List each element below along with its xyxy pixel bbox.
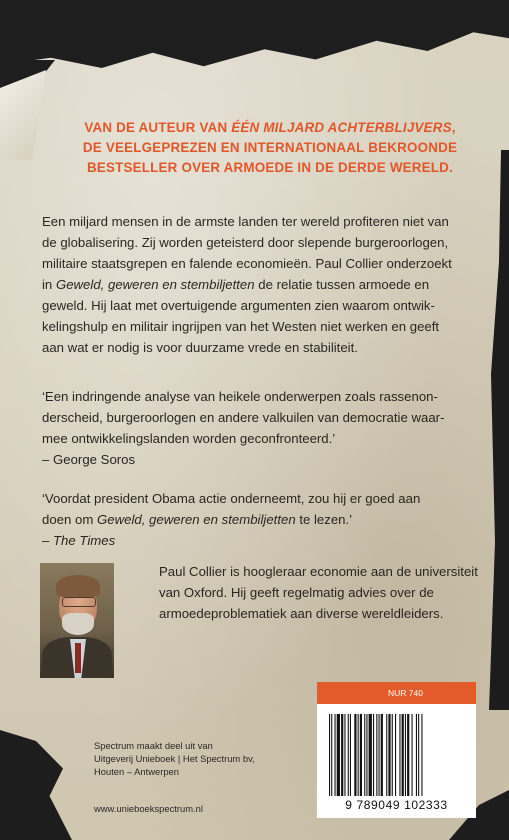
headline-line: DE VEELGEPREZEN EN INTERNATIONAAL BEKROONDE xyxy=(82,140,458,155)
barcode-bar xyxy=(395,714,396,796)
quote-attribution: – The Times xyxy=(42,533,116,548)
quote-times: ‘Voordat president Obama actie onderneemt, zou hij er goed aan doen om Geweld, geweren en stembiljetten te lezen.’ – The Times xyxy=(42,488,482,551)
barcode-bar xyxy=(392,714,393,796)
blurb-paragraph: Een miljard mensen in de armste landen ter wereld profiteren niet van de globalisering. Zij worden geteisterd door slepende burgeroorlogen, militaire staatsgrepen en falende economieën. Paul Collier onderzoekt in Geweld, geweren en stembiljetten de relatie tussen armoede en geweld. Hij laat met overtuigende argumenten zien waarom ontwik- kelingshulp en militair ingrijpen van het Westen niet werken en geeft aan wat er nodig is voor duurzame vrede en stabiliteit. xyxy=(42,214,452,355)
barcode-bar xyxy=(364,714,365,796)
barcode-bar xyxy=(381,714,383,796)
barcode-bar xyxy=(386,714,387,796)
barcode-bar xyxy=(369,714,372,796)
barcode-bar xyxy=(416,714,417,796)
barcode-bar xyxy=(402,714,404,796)
nur-label: NUR 740 xyxy=(317,682,476,704)
barcode-bar xyxy=(337,714,340,796)
barcode-bar xyxy=(329,714,330,796)
barcode-bar xyxy=(388,714,390,796)
book-title: Geweld, geweren en stembiljetten xyxy=(97,512,296,527)
barcode-bar xyxy=(358,714,359,796)
barcode-bar xyxy=(354,714,356,796)
barcode-bar xyxy=(331,714,332,796)
barcode-bar xyxy=(373,714,374,796)
barcode-bar xyxy=(405,714,406,796)
barcode-bar xyxy=(407,714,409,796)
barcode-bar xyxy=(341,714,343,796)
headline-line: VAN DE AUTEUR VAN ÉÉN MILJARD ACHTERBLIJVERS, xyxy=(84,120,456,135)
barcode-bar xyxy=(399,714,400,796)
barcode-bar xyxy=(360,714,362,796)
torn-dark-top-edge xyxy=(0,0,509,85)
barcode-bar xyxy=(350,714,351,796)
barcode-bar xyxy=(348,714,349,796)
torn-dark-right-edge xyxy=(489,150,509,710)
book-title: Geweld, geweren en stembiljetten xyxy=(55,277,255,292)
barcode-bar xyxy=(421,714,422,796)
barcode-bar xyxy=(366,714,367,796)
publisher-website: www.unieboekspectrum.nl xyxy=(94,803,203,814)
barcode-bar xyxy=(379,714,380,796)
headline xyxy=(60,118,480,178)
barcode-bar xyxy=(418,714,419,796)
publisher-imprint: Spectrum maakt deel uit van Uitgeverij Unieboek | Het Spectrum bv, Houten – Antwerpen xyxy=(94,740,255,777)
isbn-number: 9 789049 102333 xyxy=(345,798,448,812)
barcode-panel xyxy=(317,704,476,818)
barcode xyxy=(329,714,464,796)
headline-line: BESTSELLER OVER ARMOEDE IN DE DERDE WERELD. xyxy=(87,160,453,175)
quote-soros: ‘Een indringende analyse van heikele onderwerpen zoals rassenon- derscheid, burgeroorlogen en andere valkuilen van democratie waar- mee ontwikkelingslanden worden geconfronteerd.’ – George Soros xyxy=(42,386,482,470)
barcode-bar xyxy=(376,714,377,796)
barcode-bar xyxy=(412,714,413,796)
barcode-bar xyxy=(344,714,345,796)
quote-attribution: – George Soros xyxy=(42,452,136,467)
torn-dark-bottom-left xyxy=(0,730,90,840)
barcode-bar xyxy=(335,714,336,796)
author-bio: Paul Collier is hoogleraar economie aan de universiteit van Oxford. Hij geeft regelmatig advies over de armoedeproblematiek aan diverse wereldleiders. xyxy=(159,564,478,621)
author-photo xyxy=(40,563,114,678)
